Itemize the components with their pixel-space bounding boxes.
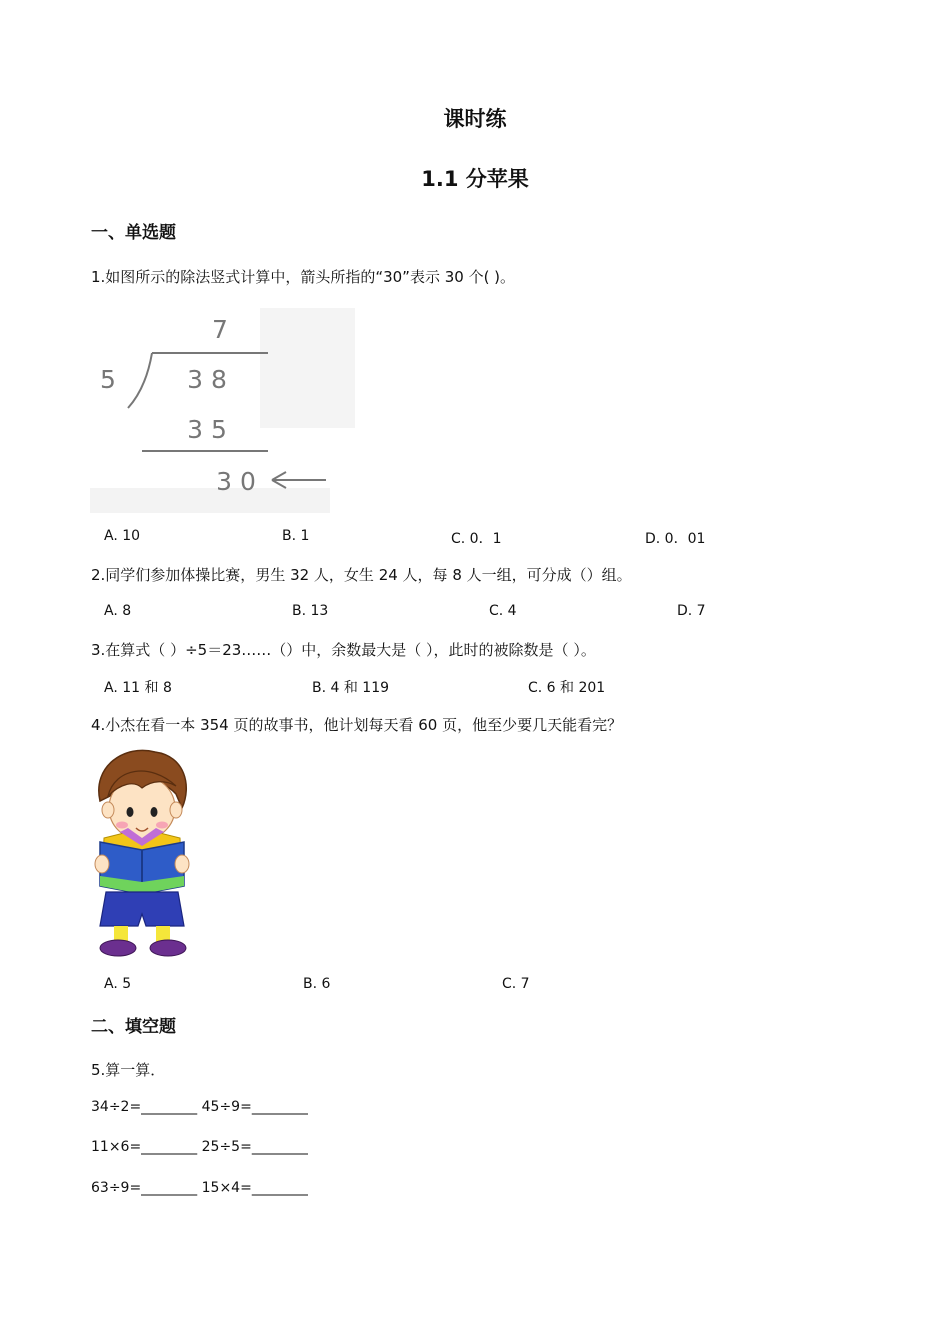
question-4-text: 4.小杰在看一本 354 页的故事书，他计划每天看 60 页，他至少要几天能看完？	[91, 716, 623, 734]
question-1-option-c[interactable]: C. 0．1	[451, 531, 502, 547]
question-2-option-a[interactable]: A. 8	[104, 603, 132, 619]
division-quotient: 7	[212, 315, 228, 344]
question-5-row-1[interactable]: 34÷2=________ 45÷9=________	[91, 1099, 308, 1115]
question-5-row-2[interactable]: 11×6=________ 25÷5=________	[91, 1139, 308, 1155]
question-2-option-c[interactable]: C. 4	[489, 603, 517, 619]
division-dividend: 3 8	[187, 365, 227, 394]
question-3-option-b[interactable]: B. 4 和 119	[312, 680, 390, 696]
page-subtitle: 1.1 分苹果	[421, 167, 529, 191]
page-title: 课时练	[443, 107, 507, 131]
arrow-left-icon	[272, 472, 326, 488]
question-1-option-a[interactable]: A. 10	[104, 528, 141, 544]
question-2-option-b[interactable]: B. 13	[292, 603, 329, 619]
question-3-text: 3.在算式（ ）÷5＝23……（）中，余数最大是（ ），此时的被除数是（ ）。	[91, 641, 596, 659]
division-bracket	[128, 353, 152, 408]
boy-reading-illustration	[90, 746, 195, 961]
question-3-option-a[interactable]: A. 11 和 8	[104, 680, 172, 696]
question-5-row-3[interactable]: 63÷9=________ 15×4=________	[91, 1180, 308, 1196]
division-product: 3 5	[187, 415, 227, 444]
question-2-text: 2.同学们参加体操比赛，男生 32 人，女生 24 人，每 8 人一组，可分成（）组。	[91, 566, 632, 584]
division-remainder: 3 0	[216, 467, 256, 496]
question-2-option-d[interactable]: D. 7	[677, 603, 706, 619]
question-4-option-a[interactable]: A. 5	[104, 976, 132, 992]
section-heading-single-choice: 一、单选题	[91, 223, 176, 243]
question-1-text: 1.如图所示的除法竖式计算中，箭头所指的“30”表示 30 个( )。	[91, 268, 516, 286]
question-4-option-b[interactable]: B. 6	[303, 976, 331, 992]
question-1-option-b[interactable]: B. 1	[282, 528, 310, 544]
question-4-option-c[interactable]: C. 7	[502, 976, 530, 992]
question-1-option-d[interactable]: D. 0．01	[645, 531, 706, 547]
division-divisor: 5	[100, 365, 116, 394]
long-division-figure	[90, 308, 358, 513]
question-5-text: 5.算一算．	[91, 1061, 166, 1079]
section-heading-fill-blank: 二、填空题	[91, 1017, 176, 1037]
question-3-option-c[interactable]: C. 6 和 201	[528, 680, 606, 696]
